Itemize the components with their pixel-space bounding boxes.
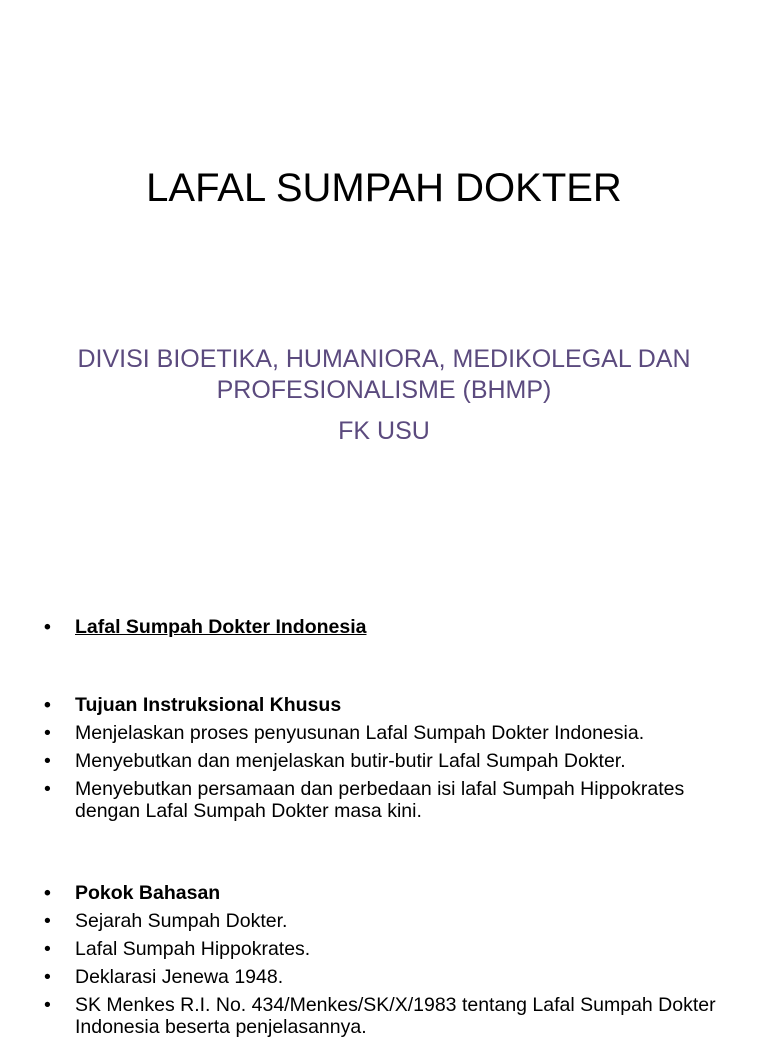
bullet-text: SK Menkes R.I. No. 434/Menkes/SK/X/1983 tentang Lafal Sumpah Dokter Indonesia beserta penjelasannya.	[75, 994, 716, 1038]
list-item	[0, 966, 768, 988]
spacer	[0, 828, 768, 882]
bullet-text: Pokok Bahasan	[75, 882, 221, 904]
bullet-icon: •	[44, 994, 51, 1016]
list-item	[0, 938, 768, 960]
bullet-text: Sejarah Sumpah Dokter.	[75, 910, 288, 932]
list-item	[0, 722, 768, 744]
bullet-icon: •	[44, 750, 51, 772]
bullet-icon: •	[44, 882, 51, 904]
bullet-icon: •	[44, 616, 51, 638]
bullet-list	[0, 616, 768, 1044]
bullet-icon: •	[44, 722, 51, 744]
slide-subtitle	[40, 344, 728, 447]
bullet-text: Deklarasi Jenewa 1948.	[75, 966, 284, 988]
content-slide	[0, 576, 768, 1038]
subtitle-organization: DIVISI BIOETIKA, HUMANIORA, MEDIKOLEGAL DAN PROFESIONALISME (BHMP)	[77, 345, 691, 404]
list-item	[0, 750, 768, 772]
bullet-text: Menyebutkan persamaan dan perbedaan isi lafal Sumpah Hippokrates dengan Lafal Sumpah Dokter masa kini.	[75, 778, 685, 822]
bullet-icon: •	[44, 778, 51, 800]
bullet-icon: •	[44, 910, 51, 932]
list-item	[0, 910, 768, 932]
bullet-icon: •	[44, 938, 51, 960]
bullet-text: Menyebutkan dan menjelaskan butir-butir Lafal Sumpah Dokter.	[75, 750, 626, 772]
section-heading-lafal	[0, 616, 768, 638]
bullet-text: Lafal Sumpah Hippokrates.	[75, 938, 311, 960]
spacer	[0, 644, 768, 694]
slide-title: LAFAL SUMPAH DOKTER	[146, 166, 622, 210]
bullet-text: Menjelaskan proses penyusunan Lafal Sumpah Dokter Indonesia.	[75, 722, 645, 744]
list-item	[0, 994, 768, 1038]
bullet-icon: •	[44, 966, 51, 988]
section-heading-pokok	[0, 882, 768, 904]
subtitle-faculty: FK USU	[338, 417, 430, 445]
bullet-text: Tujuan Instruksional Khusus	[75, 694, 342, 716]
bullet-icon: •	[44, 694, 51, 716]
bullet-text: Lafal Sumpah Dokter Indonesia	[75, 616, 367, 638]
section-heading-tujuan	[0, 694, 768, 716]
list-item	[0, 778, 768, 822]
